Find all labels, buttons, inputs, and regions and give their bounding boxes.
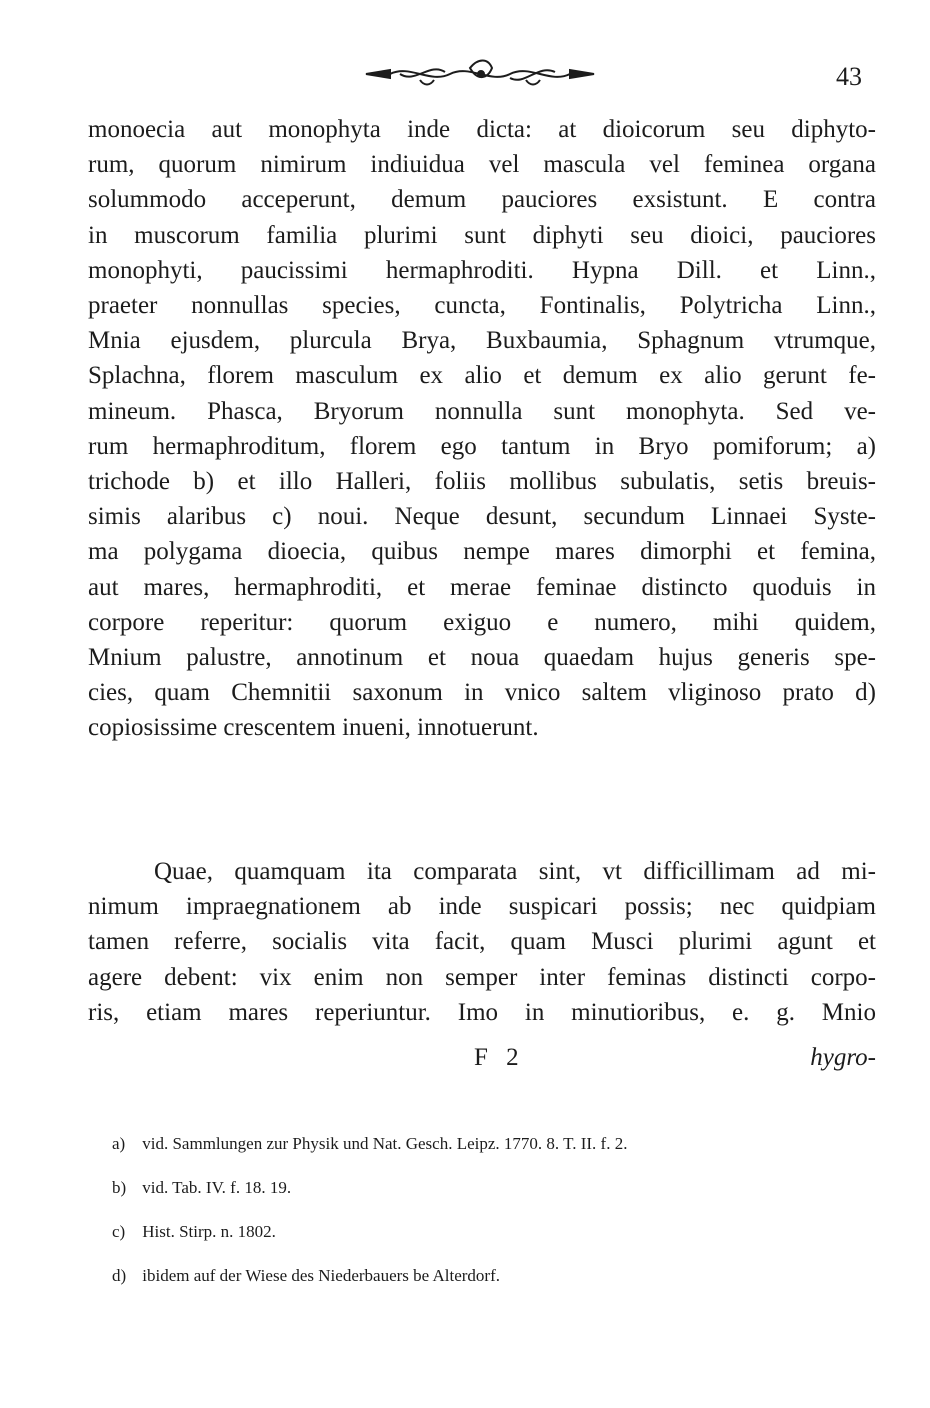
text-line: ris, etiam mares reperiuntur. Imo in minutioribus, e. g. Mnio [88, 998, 876, 1026]
text-line: simis alaribus c) noui. Neque desunt, secundum Linnaei Syste- [88, 503, 876, 531]
text-line: trichode b) et illo Halleri, foliis mollibus subulatis, setis breuis- [88, 468, 876, 496]
page-number: 43 [836, 62, 862, 91]
text-line: solummodo acceperunt, demum pauciores exsistunt. E contra [88, 186, 876, 214]
footnotes [112, 1122, 872, 1298]
text-line: Splachna, florem masculum ex alio et demum ex alio gerunt fe- [88, 362, 876, 390]
catchword: hygro- [810, 1044, 876, 1071]
text-line: tamen referre, socialis vita facit, quam Musci plurimi agunt et [88, 928, 876, 956]
paragraph-second [88, 854, 876, 1030]
footnote-mark: b) [112, 1178, 127, 1197]
text-line: rum, quorum nimirum indiuidua vel mascula vel feminea organa [88, 151, 876, 179]
footnote-text: Hist. Stirp. n. 1802. [142, 1222, 276, 1241]
footnote-b [112, 1166, 872, 1210]
text-line: Mnia ejusdem, plurcula Brya, Buxbaumia, Sphagnum vtrumque, [88, 327, 876, 355]
text-line: cies, quam Chemnitii saxonum in vnico saltem vliginoso prato d) [88, 679, 876, 707]
text-line: corpore reperitur: quorum exiguo e numero, mihi quidem, [88, 608, 876, 636]
text-line: praeter nonnullas species, cuncta, Fontinalis, Polytricha Linn., [88, 292, 876, 320]
text-line-last: copiosissime crescentem inueni, innotuerunt. [88, 714, 539, 742]
footnote-mark: a) [112, 1134, 126, 1153]
footnote-mark: c) [112, 1222, 126, 1241]
footnote-c [112, 1210, 872, 1254]
printers-ornament-icon [360, 54, 600, 94]
text-line: mineum. Phasca, Bryorum nonnulla sunt monophyta. Sed ve- [88, 397, 876, 425]
text-line: monophyti, paucissimi hermaphroditi. Hypna Dill. et Linn., [88, 256, 876, 284]
signature-row [88, 1040, 876, 1076]
text-line: monoecia aut monophyta inde dicta: at dioicorum seu diphyto- [88, 116, 876, 143]
footnote-d [112, 1254, 872, 1298]
footnote-text: vid. Sammlungen zur Physik und Nat. Gesch. Leipz. 1770. 8. T. II. f. 2. [142, 1134, 628, 1153]
text-line: agere debent: vix enim non semper inter feminas distincti corpo- [88, 963, 876, 991]
text-line: rum hermaphroditum, florem ego tantum in Bryo pomiforum; a) [88, 432, 876, 460]
text-line: in muscorum familia plurimi sunt diphyti seu dioici, pauciores [88, 221, 876, 249]
text-line: ma polygama dioecia, quibus nempe mares dimorphi et femina, [88, 538, 876, 566]
text-line: Mnium palustre, annotinum et noua quaedam hujus generis spe- [88, 644, 876, 672]
footnote-a [112, 1122, 872, 1166]
footnote-text: vid. Tab. IV. f. 18. 19. [142, 1178, 292, 1197]
text-line: aut mares, hermaphroditi, et merae feminae distincto quoduis in [88, 573, 876, 601]
footnote-mark: d) [112, 1266, 127, 1285]
text-line-first: Quae, quamquam ita comparata sint, vt difficillimam ad mi- [154, 858, 876, 885]
text-line: nimum impraegnationem ab inde suspicari possis; nec quidpiam [88, 893, 876, 921]
paragraph-main [88, 112, 876, 746]
footnote-text: ibidem auf der Wiese des Niederbauers be Alterdorf. [142, 1266, 501, 1285]
signature-mark: F 2 [474, 1044, 525, 1071]
